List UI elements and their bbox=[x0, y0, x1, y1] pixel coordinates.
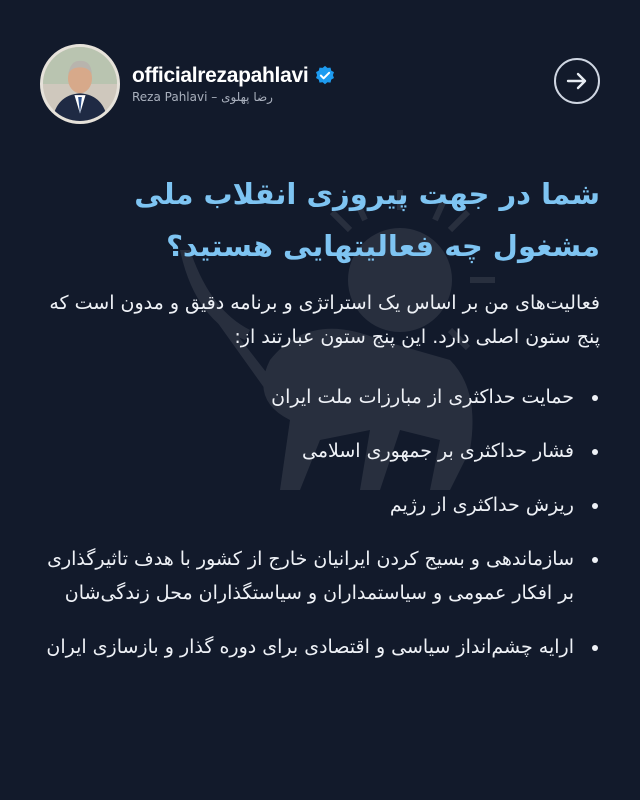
list-item-text: ریزش حداکثری از رژیم bbox=[389, 494, 574, 516]
pillars-list bbox=[40, 380, 600, 684]
post-intro: فعالیت‌های من بر اساس یک استراتژی و برنامه دقیق و مدون است که پنج ستون اصلی دارد. این پنج ستون عبارتند از: bbox=[49, 292, 600, 348]
verified-badge-icon bbox=[314, 65, 336, 87]
list-item bbox=[40, 542, 600, 610]
account-handle[interactable]: officialrezapahlavi bbox=[132, 64, 309, 87]
next-button[interactable] bbox=[554, 58, 600, 104]
bullet-icon bbox=[592, 557, 598, 563]
avatar[interactable] bbox=[40, 44, 120, 124]
list-item bbox=[40, 434, 600, 468]
post-header bbox=[40, 44, 600, 124]
account-display-name: Reza Pahlavi – رضا پهلوی bbox=[132, 90, 273, 104]
list-item bbox=[40, 630, 600, 664]
bullet-icon bbox=[592, 645, 598, 651]
list-item bbox=[40, 380, 600, 414]
list-item-text: حمایت حداکثری از مبارزات ملت ایران bbox=[271, 386, 574, 408]
bullet-icon bbox=[592, 395, 598, 401]
bullet-icon bbox=[592, 503, 598, 509]
list-item-text: فشار حداکثری بر جمهوری اسلامی bbox=[302, 440, 574, 462]
account-names bbox=[132, 64, 336, 104]
list-item-text: سازماندهی و بسیج کردن ایرانیان خارج از کشور با هدف تاثیرگذاری بر افکار عمومی و سیاستمداران و سیاستگذاران محل زندگی‌شان bbox=[47, 548, 574, 604]
list-item bbox=[40, 488, 600, 522]
post-title: شما در جهت پیروزی انقلاب ملی مشغول چه فعالیتهایی هستید؟ bbox=[134, 177, 600, 263]
person-avatar-icon bbox=[43, 47, 117, 121]
bullet-icon bbox=[592, 449, 598, 455]
list-item-text: ارایه چشم‌انداز سیاسی و اقتصادی برای دوره گذار و بازسازی ایران bbox=[46, 636, 574, 658]
arrow-right-icon bbox=[564, 68, 590, 94]
